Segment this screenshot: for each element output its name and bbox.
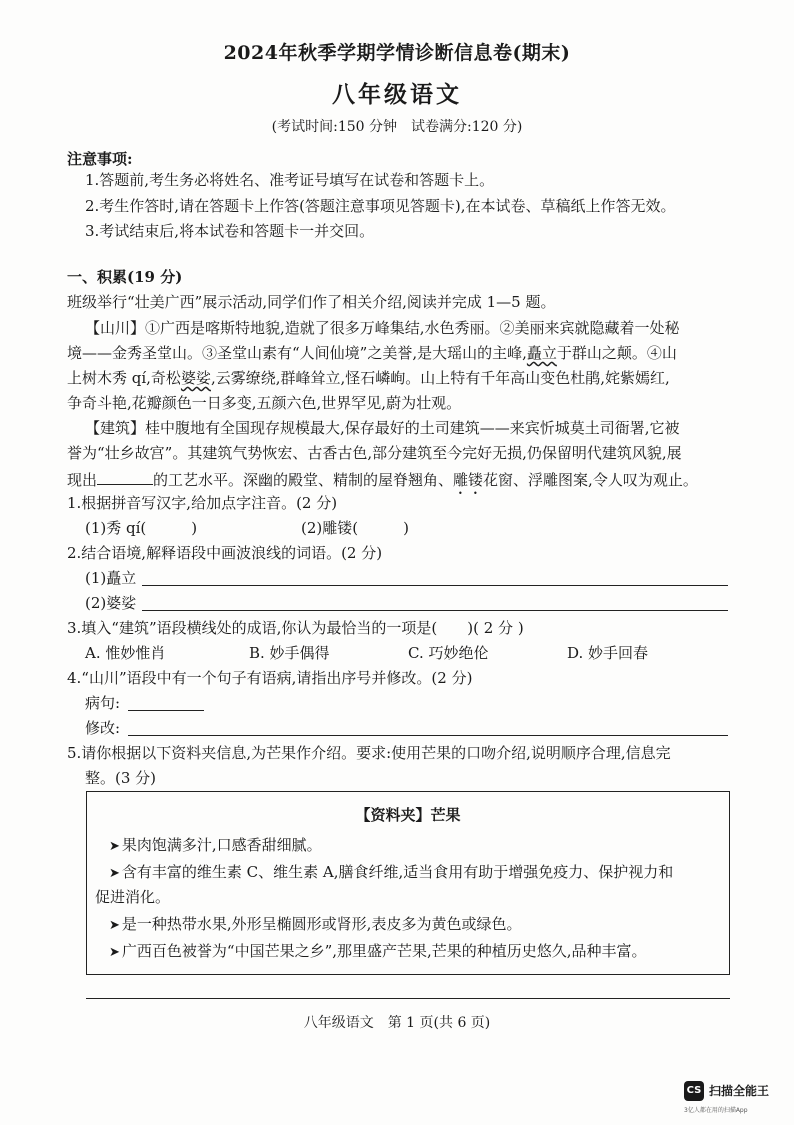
passage-line: 【山川】①广西是喀斯特地貌,造就了很多万峰集结,水色秀丽。②美丽来宾就隐藏着一处秘: [85, 319, 680, 337]
watermark-sub: 3亿人都在用的扫描App: [684, 1107, 748, 1114]
footer-divider: [86, 998, 730, 999]
section-intro: 班级举行“壮美广西”展示活动,同学们作了相关介绍,阅读并完成 1—5 题。: [67, 293, 556, 311]
question-4: 4.“山川”语段中有一个句子有语病,请指出序号并修改。(2 分): [67, 669, 473, 687]
passage-line: 争奇斗艳,花瓣颜色一日多变,五颜六色,世界罕见,蔚为壮观。: [67, 394, 462, 412]
exam-time: (考试时间:150 分钟 试卷满分:120 分): [271, 119, 523, 135]
q4-wrong-label: 病句:: [85, 694, 121, 712]
q1-part-a: (1)秀 qí( ): [85, 519, 198, 537]
answer-line[interactable]: [128, 735, 728, 736]
exam-title: 2024年秋季学期学情诊断信息卷(期末): [223, 42, 571, 64]
q3-option-b[interactable]: B. 妙手偶得: [249, 644, 330, 662]
passage-text: ,云雾缭绕,群峰耸立,怪石嶙峋。山上特有千年高山变色杜鹃,姹紫嫣红,: [210, 369, 670, 387]
dotted-word: 雕镂: [453, 471, 484, 489]
passage-line: [67, 346, 677, 361]
q1-part-b: (2)雕镂( ): [301, 519, 409, 537]
info-item: [109, 913, 521, 934]
watermark-name: 扫描全能王: [709, 1084, 770, 1098]
info-item-text: 含有丰富的维生素 C、维生素 A,膳食纤维,适当食用有助于增强免疫力、保护视力和: [121, 863, 674, 881]
fill-blank[interactable]: [97, 472, 153, 485]
answer-line[interactable]: [142, 585, 728, 586]
arrow-icon: ➤: [109, 839, 120, 854]
passage-text: 的工艺水平。深幽的殿堂、精制的屋脊翘角、: [153, 471, 454, 489]
info-item-text: 是一种热带水果,外形呈椭圆形或肾形,表皮多为黄色或绿色。: [121, 915, 522, 933]
question-5-cont: 整。(3 分): [85, 769, 157, 787]
info-box-title: 【资料夹】芒果: [355, 806, 461, 824]
info-item-text: 广西百色被誉为“中国芒果之乡”,那里盛产芒果,芒果的种植历史悠久,品种丰富。: [121, 942, 647, 960]
passage-text: 现出: [67, 471, 98, 489]
notice-item: 1.答题前,考生务必将姓名、准考证号填写在试卷和答题卡上。: [85, 171, 495, 189]
q4-fix-label: 修改:: [85, 719, 121, 737]
q2-part-b: (2)婆娑: [85, 594, 137, 612]
passage-line: 【建筑】桂中腹地有全国现存规模最大,保存最好的土司建筑——来宾忻城莫土司衙署,它被: [85, 419, 680, 437]
camscanner-logo-icon: CS: [684, 1081, 704, 1101]
q2-part-a: (1)矗立: [85, 569, 137, 587]
page-footer: 八年级语文 第 1 页(共 6 页): [303, 1015, 491, 1031]
q3-option-d[interactable]: D. 妙手回春: [567, 644, 649, 662]
question-3: 3.填入“建筑”语段横线处的成语,你认为最恰当的一项是( )( 2 分 ): [67, 619, 524, 637]
question-2: 2.结合语境,解释语段中画波浪线的词语。(2 分): [67, 544, 383, 562]
arrow-icon: ➤: [109, 918, 120, 933]
info-item-text: 果肉饱满多汁,口感香甜细腻。: [121, 836, 322, 854]
info-item: [109, 940, 647, 961]
info-item: [109, 861, 673, 882]
arrow-icon: ➤: [109, 866, 120, 881]
info-item: [109, 834, 322, 855]
passage-text: 境——金秀圣堂山。③圣堂山素有“人间仙境”之美誉,是大瑶山的主峰,: [67, 344, 527, 362]
wavy-word: 婆娑: [180, 369, 211, 387]
answer-line[interactable]: [142, 610, 728, 611]
scanner-watermark: [684, 1081, 794, 1121]
notice-item: 2.考生作答时,请在答题卡上作答(答题注意事项见答题卡),在本试卷、草稿纸上作答无效。: [85, 197, 676, 215]
section-heading: 一、积累(19 分): [67, 268, 183, 286]
question-1: 1.根据拼音写汉字,给加点字注音。(2 分): [67, 494, 338, 512]
question-5: 5.请你根据以下资料夹信息,为芒果作介绍。要求:使用芒果的口吻介绍,说明顺序合理,信息完: [67, 744, 671, 762]
passage-text: 于群山之颠。④山: [556, 344, 677, 362]
wavy-word: 矗立: [526, 344, 557, 362]
passage-text: 上树木秀 qí,奇松: [67, 369, 181, 387]
arrow-icon: ➤: [109, 945, 120, 960]
q3-option-c[interactable]: C. 巧妙绝伦: [408, 644, 489, 662]
subject-title: 八年级语文: [332, 81, 462, 108]
q3-option-a[interactable]: A. 惟妙惟肖: [85, 644, 166, 662]
info-item-cont: 促进消化。: [95, 888, 171, 906]
passage-line: 誉为“壮乡故宫”。其建筑气势恢宏、古香古色,部分建筑至今完好无损,仍保留明代建筑风貌,展: [67, 444, 682, 462]
notice-title: 注意事项:: [67, 150, 133, 168]
info-box: [86, 791, 730, 975]
passage-line: [67, 371, 670, 386]
passage-text: 花窗、浮雕图案,令人叹为观止。: [483, 471, 698, 489]
answer-line[interactable]: [128, 710, 204, 711]
notice-item: 3.考试结束后,将本试卷和答题卡一并交回。: [85, 222, 375, 240]
